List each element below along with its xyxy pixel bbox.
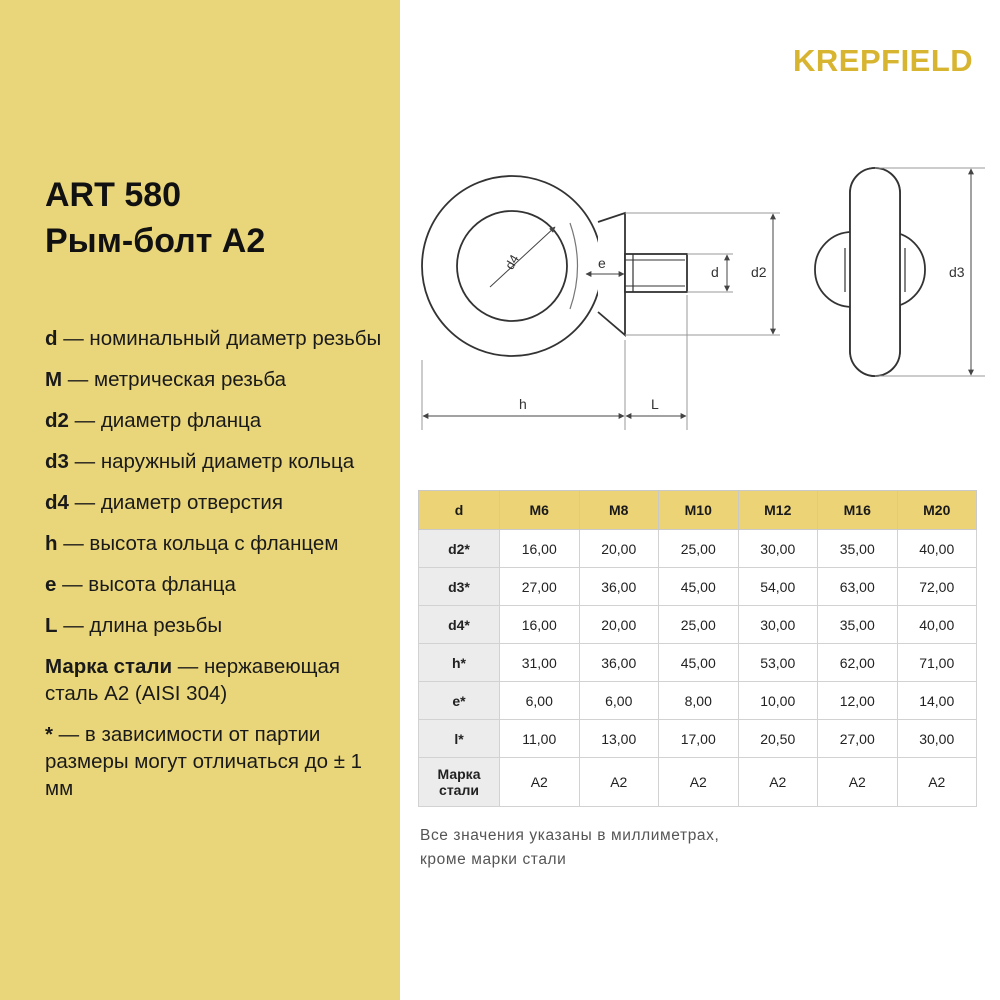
table-cell: 12,00 bbox=[818, 682, 898, 720]
legend-item bbox=[45, 325, 390, 352]
table-cell: 53,00 bbox=[738, 644, 818, 682]
table-cell: 8,00 bbox=[659, 682, 739, 720]
legend-key: d4 bbox=[45, 491, 69, 514]
note-line-1: Все значения указаны в миллиметрах, bbox=[420, 827, 720, 844]
legend-desc: — наружный диаметр кольца bbox=[68, 450, 355, 473]
table-cell: 27,00 bbox=[818, 720, 898, 758]
legend-key: e bbox=[45, 573, 57, 596]
table-cell: 6,00 bbox=[500, 682, 580, 720]
legend-desc: — нержавеющая сталь А2 (AISI 304) bbox=[45, 655, 341, 705]
legend-item bbox=[45, 721, 390, 802]
legend-desc: — высота кольца с фланцем bbox=[57, 532, 339, 555]
table-cell: 16,00 bbox=[500, 606, 580, 644]
legend-key: * bbox=[45, 723, 53, 746]
table-cell: А2 bbox=[897, 758, 977, 807]
legend-key: d bbox=[45, 327, 58, 350]
label-d2: d2 bbox=[751, 264, 767, 280]
table-header-row bbox=[419, 491, 977, 530]
column-header: M20 bbox=[897, 491, 977, 530]
legend-key: M bbox=[45, 368, 63, 391]
left-panel bbox=[0, 0, 400, 1000]
table-cell: 36,00 bbox=[579, 568, 659, 606]
label-e: e bbox=[598, 255, 606, 271]
table-cell: 62,00 bbox=[818, 644, 898, 682]
legend-item bbox=[45, 530, 390, 557]
table-cell: 25,00 bbox=[659, 530, 739, 568]
page-title bbox=[45, 172, 265, 264]
table-cell: 20,50 bbox=[738, 720, 818, 758]
column-header: M8 bbox=[579, 491, 659, 530]
legend-desc: — высота фланца bbox=[56, 573, 236, 596]
legend-item bbox=[45, 612, 390, 639]
table-cell: 45,00 bbox=[659, 568, 739, 606]
legend-key: h bbox=[45, 532, 58, 555]
legend-item bbox=[45, 407, 390, 434]
column-header: M16 bbox=[818, 491, 898, 530]
table-cell: 40,00 bbox=[897, 530, 977, 568]
table-cell: 31,00 bbox=[500, 644, 580, 682]
table-cell: А2 bbox=[500, 758, 580, 807]
table-cell: 13,00 bbox=[579, 720, 659, 758]
table-cell: 16,00 bbox=[500, 530, 580, 568]
table-cell: 63,00 bbox=[818, 568, 898, 606]
legend-item bbox=[45, 653, 390, 707]
table-cell: 30,00 bbox=[738, 606, 818, 644]
table-cell: 10,00 bbox=[738, 682, 818, 720]
table-cell: 35,00 bbox=[818, 530, 898, 568]
legend-desc: — диаметр фланца bbox=[68, 409, 262, 432]
table-row bbox=[419, 644, 977, 682]
label-L: L bbox=[651, 396, 659, 412]
column-header: M6 bbox=[500, 491, 580, 530]
label-h: h bbox=[519, 396, 527, 412]
table-cell: А2 bbox=[738, 758, 818, 807]
table-cell: 35,00 bbox=[818, 606, 898, 644]
table-cell: 71,00 bbox=[897, 644, 977, 682]
legend-desc: — длина резьбы bbox=[57, 614, 223, 637]
table-row bbox=[419, 720, 977, 758]
table-cell: 54,00 bbox=[738, 568, 818, 606]
legend-key: d2 bbox=[45, 409, 69, 432]
legend-item bbox=[45, 489, 390, 516]
legend-key: Марка стали bbox=[45, 655, 173, 678]
legend-desc: — в зависимости от партии размеры могут отличаться до ± 1 мм bbox=[45, 723, 363, 800]
front-view bbox=[815, 168, 925, 376]
table-row bbox=[419, 530, 977, 568]
column-header: M12 bbox=[738, 491, 818, 530]
row-header-cell: h* bbox=[419, 644, 500, 682]
row-header-cell: Марка стали bbox=[419, 758, 500, 807]
table-cell: А2 bbox=[579, 758, 659, 807]
title-line-1: ART 580 bbox=[45, 176, 182, 214]
row-header-cell: d2* bbox=[419, 530, 500, 568]
table-cell: 11,00 bbox=[500, 720, 580, 758]
table-cell: 36,00 bbox=[579, 644, 659, 682]
legend-key: d3 bbox=[45, 450, 69, 473]
table-cell: 6,00 bbox=[579, 682, 659, 720]
column-header: M10 bbox=[659, 491, 739, 530]
side-view bbox=[422, 176, 687, 356]
row-header-cell: l* bbox=[419, 720, 500, 758]
legend-item bbox=[45, 366, 390, 393]
table-cell: 30,00 bbox=[738, 530, 818, 568]
table-cell: 72,00 bbox=[897, 568, 977, 606]
table-body bbox=[419, 530, 977, 807]
legend-list bbox=[45, 325, 390, 816]
table-row bbox=[419, 758, 977, 807]
row-header-cell: d3* bbox=[419, 568, 500, 606]
title-line-2: Рым-болт А2 bbox=[45, 222, 266, 260]
eye-bolt-drawing bbox=[405, 150, 995, 450]
table-cell: 40,00 bbox=[897, 606, 977, 644]
brand-logo: KREPFIELD bbox=[793, 43, 974, 78]
table-cell: 17,00 bbox=[659, 720, 739, 758]
legend-desc: — метрическая резьба bbox=[62, 368, 287, 391]
table-cell: 20,00 bbox=[579, 606, 659, 644]
label-d4: d4 bbox=[501, 251, 523, 272]
legend-desc: — диаметр отверстия bbox=[68, 491, 283, 514]
legend-item bbox=[45, 448, 390, 475]
table-cell: 45,00 bbox=[659, 644, 739, 682]
table-cell: 27,00 bbox=[500, 568, 580, 606]
note-line-2: кроме марки стали bbox=[420, 851, 567, 868]
table-cell: 30,00 bbox=[897, 720, 977, 758]
units-note bbox=[420, 824, 719, 872]
table-row bbox=[419, 606, 977, 644]
spec-table bbox=[418, 490, 977, 807]
table-cell: А2 bbox=[818, 758, 898, 807]
column-header: d bbox=[419, 491, 500, 530]
label-d: d bbox=[711, 264, 719, 280]
table-cell: А2 bbox=[659, 758, 739, 807]
legend-key: L bbox=[45, 614, 58, 637]
table-row bbox=[419, 682, 977, 720]
row-header-cell: e* bbox=[419, 682, 500, 720]
table-cell: 14,00 bbox=[897, 682, 977, 720]
legend-item bbox=[45, 571, 390, 598]
table-cell: 20,00 bbox=[579, 530, 659, 568]
table-cell: 25,00 bbox=[659, 606, 739, 644]
label-d3: d3 bbox=[949, 264, 965, 280]
legend-desc: — номинальный диаметр резьбы bbox=[57, 327, 382, 350]
row-header-cell: d4* bbox=[419, 606, 500, 644]
table-row bbox=[419, 568, 977, 606]
